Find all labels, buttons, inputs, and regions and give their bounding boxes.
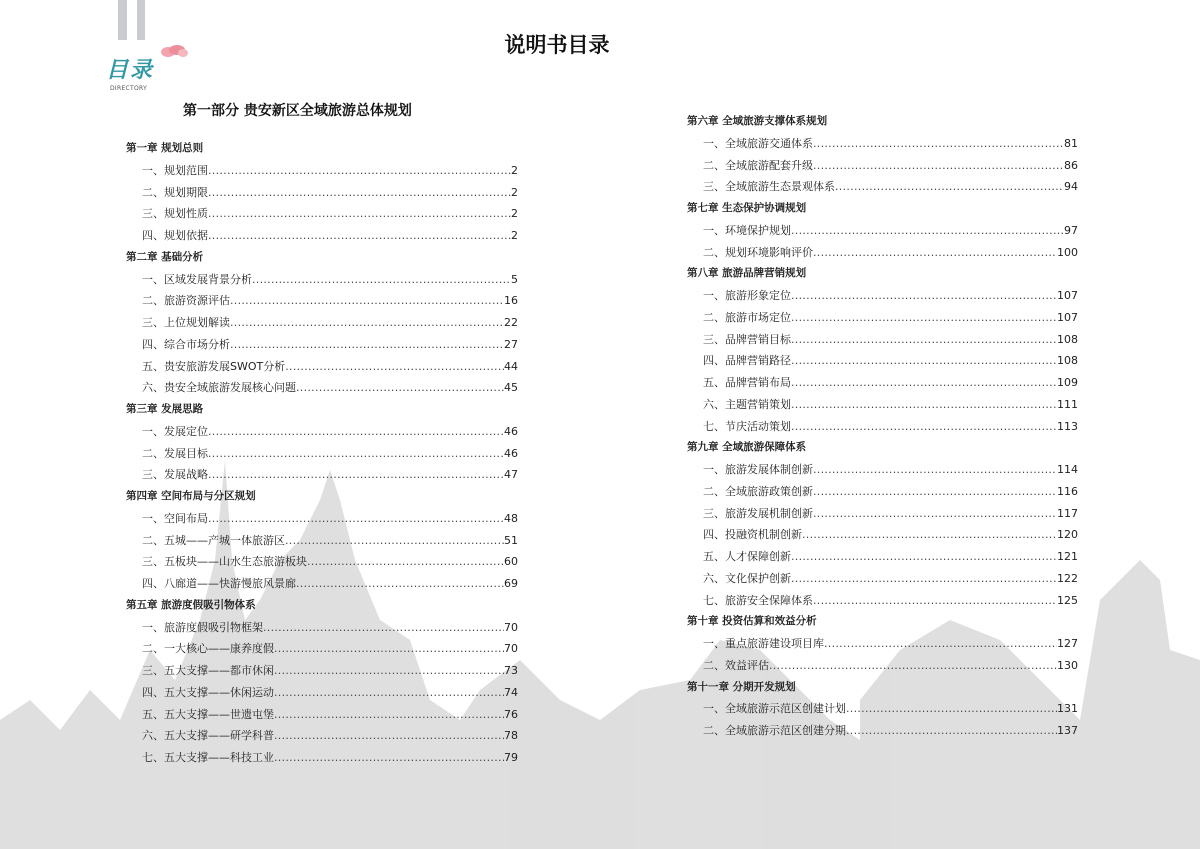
- cloud-icon: [158, 44, 188, 58]
- directory-logo: [106, 44, 196, 96]
- toc-page-number: 94: [1064, 180, 1078, 194]
- dot-leader: [791, 350, 1057, 372]
- page-title: 说明书目录: [504, 33, 610, 57]
- toc-entry-label: 一、全域旅游交通体系: [703, 136, 813, 150]
- toc-page-number: 78: [504, 729, 518, 743]
- dot-leader: [813, 481, 1057, 503]
- dot-leader: [274, 638, 504, 660]
- dot-leader: [824, 633, 1057, 655]
- toc-entry[interactable]: [687, 394, 1078, 416]
- dot-leader: [791, 416, 1057, 438]
- dot-leader: [813, 459, 1057, 481]
- dot-leader: [230, 334, 504, 356]
- toc-entry[interactable]: [687, 503, 1078, 525]
- toc-entry-label: 七、旅游安全保障体系: [703, 593, 813, 607]
- toc-entry[interactable]: [687, 133, 1078, 155]
- toc-page-number: 121: [1057, 550, 1078, 563]
- toc-entry[interactable]: [687, 329, 1078, 351]
- toc-page-number: 2: [511, 207, 518, 221]
- toc-entry-label: 五、五大支撑——世遗屯堡: [142, 707, 274, 721]
- toc-page-number: 81: [1064, 136, 1078, 150]
- toc-entry[interactable]: [126, 443, 518, 465]
- toc-entry[interactable]: [126, 182, 518, 204]
- toc-entry-label: 一、区域发展背景分析: [142, 272, 252, 286]
- chapter-heading[interactable]: 第九章 全域旅游保障体系: [687, 441, 807, 454]
- toc-entry-label: 三、五板块——山水生态旅游板块: [142, 555, 307, 569]
- toc-entry[interactable]: [687, 568, 1078, 590]
- dot-leader: [274, 747, 504, 769]
- dot-leader: [791, 329, 1057, 351]
- toc-entry[interactable]: [687, 155, 1078, 177]
- toc-page-number: 46: [504, 446, 518, 460]
- dot-leader: [285, 530, 504, 552]
- dot-leader: [296, 377, 504, 399]
- toc-page-number: 46: [504, 424, 518, 438]
- toc-entry[interactable]: [687, 698, 1078, 720]
- toc-entry-label: 四、八廊道——快游慢旅风景廊: [142, 577, 296, 590]
- toc-entry-label: 二、全域旅游示范区创建分期: [703, 724, 846, 737]
- toc-entry-label: 六、文化保护创新: [703, 571, 791, 585]
- toc-entry[interactable]: [687, 242, 1078, 264]
- toc-page-number: 2: [511, 229, 518, 242]
- toc-page-number: 76: [504, 707, 518, 721]
- toc-page-number: 109: [1057, 376, 1078, 389]
- dot-leader: [791, 220, 1064, 242]
- toc-entry-label: 一、旅游发展体制创新: [703, 463, 813, 476]
- dot-leader: [230, 290, 504, 312]
- dot-leader: [813, 503, 1057, 525]
- toc-entry[interactable]: [687, 633, 1078, 655]
- chapter-heading[interactable]: 第八章 旅游品牌营销规划: [687, 267, 807, 280]
- dot-leader: [208, 443, 504, 465]
- toc-entry[interactable]: [687, 285, 1078, 307]
- toc-page-number: 117: [1057, 506, 1078, 520]
- toc-page-number: 73: [504, 664, 518, 677]
- toc-entry[interactable]: [687, 307, 1078, 329]
- toc-entry[interactable]: [687, 372, 1078, 394]
- chapter-heading[interactable]: 第七章 生态保护协调规划: [687, 202, 807, 214]
- toc-entry[interactable]: [126, 269, 518, 291]
- dot-leader: [208, 160, 511, 182]
- dot-leader: [813, 155, 1064, 177]
- toc-page-number: 60: [504, 555, 518, 569]
- toc-entry-label: 一、空间布局: [142, 511, 208, 525]
- toc-entry-label: 六、主题营销策划: [703, 397, 791, 411]
- toc-entry[interactable]: [687, 220, 1078, 242]
- toc-entry[interactable]: [126, 573, 518, 595]
- toc-entry-label: 一、全域旅游示范区创建计划: [703, 702, 846, 716]
- toc-entry-label: 五、人才保障创新: [703, 550, 791, 563]
- toc-entry-label: 五、品牌营销布局: [703, 376, 791, 389]
- dot-leader: [769, 655, 1057, 677]
- toc-entry-label: 一、发展定位: [142, 424, 208, 438]
- toc-page-number: 69: [504, 577, 518, 590]
- toc-entry[interactable]: [126, 290, 518, 312]
- dot-leader: [274, 725, 504, 747]
- logo-text: 目录: [106, 57, 155, 83]
- toc-entry[interactable]: [126, 203, 518, 225]
- toc-entry[interactable]: [126, 508, 518, 530]
- toc-page-number: 2: [511, 185, 518, 199]
- toc-page-number: 5: [511, 272, 518, 286]
- dot-leader: [835, 176, 1064, 198]
- toc-page-number: 100: [1057, 245, 1078, 259]
- toc-entry[interactable]: [126, 725, 518, 747]
- toc-page-number: 114: [1057, 463, 1078, 476]
- dot-leader: [296, 573, 504, 595]
- toc-entry-label: 四、综合市场分析: [142, 337, 230, 351]
- toc-page-number: 113: [1057, 419, 1078, 433]
- toc-entry[interactable]: [126, 421, 518, 443]
- toc-entry-label: 七、五大支撑——科技工业: [142, 751, 274, 764]
- toc-page-number: 125: [1057, 593, 1078, 607]
- toc-page-number: 45: [504, 381, 518, 395]
- toc-right-column: [687, 111, 1078, 742]
- part-title: 第一部分 贵安新区全域旅游总体规划: [183, 103, 412, 119]
- dot-leader: [252, 269, 511, 291]
- toc-page-number: 122: [1057, 571, 1078, 585]
- toc-entry[interactable]: [126, 638, 518, 660]
- toc-entry[interactable]: [687, 416, 1078, 438]
- toc-page-number: 27: [504, 337, 518, 351]
- chapter-heading[interactable]: 第一章 规划总则: [126, 142, 204, 154]
- toc-entry-label: 二、一大核心——康养度假: [142, 642, 274, 656]
- toc-entry[interactable]: [126, 464, 518, 486]
- toc-page-number: 51: [504, 533, 518, 547]
- dot-leader: [813, 133, 1064, 155]
- dot-leader: [274, 704, 504, 726]
- toc-entry[interactable]: [126, 617, 518, 639]
- toc-page-number: 70: [504, 642, 518, 656]
- toc-entry-label: 二、旅游资源评估: [142, 294, 230, 308]
- toc-entry[interactable]: [126, 160, 518, 182]
- dot-leader: [791, 285, 1057, 307]
- dot-leader: [208, 182, 511, 204]
- chapter-heading[interactable]: 第三章 发展思路: [126, 403, 204, 415]
- toc-entry-label: 一、重点旅游建设项目库: [703, 637, 824, 650]
- toc-page-number: 116: [1057, 484, 1078, 498]
- toc-entry[interactable]: [126, 530, 518, 552]
- dot-leader: [263, 617, 504, 639]
- decor-bar: [118, 0, 127, 40]
- dot-leader: [208, 508, 504, 530]
- toc-entry[interactable]: [687, 524, 1078, 546]
- dot-leader: [208, 464, 504, 486]
- toc-entry[interactable]: [126, 682, 518, 704]
- dot-leader: [307, 551, 504, 573]
- toc-entry-label: 二、旅游市场定位: [703, 310, 791, 324]
- toc-entry-label: 七、节庆活动策划: [703, 419, 791, 433]
- toc-entry-label: 四、投融资机制创新: [703, 528, 802, 542]
- chapter-heading[interactable]: 第十一章 分期开发规划: [687, 680, 796, 693]
- toc-entry-label: 三、发展战略: [142, 468, 208, 482]
- toc-entry-label: 一、旅游形象定位: [703, 289, 791, 302]
- toc-page-number: 111: [1057, 397, 1078, 411]
- toc-entry-label: 三、规划性质: [142, 207, 208, 221]
- chapter-heading[interactable]: 第二章 基础分析: [126, 250, 204, 263]
- toc-page-number: 48: [504, 511, 518, 525]
- toc-entry-label: 三、全域旅游生态景观体系: [703, 180, 835, 194]
- toc-page-number: 16: [504, 294, 518, 308]
- toc-entry[interactable]: [126, 312, 518, 334]
- toc-entry[interactable]: [126, 660, 518, 682]
- dot-leader: [846, 698, 1057, 720]
- chapter-heading[interactable]: 第十章 投资估算和效益分析: [687, 615, 817, 628]
- toc-entry[interactable]: [687, 350, 1078, 372]
- dot-leader: [791, 546, 1057, 568]
- toc-entry-label: 二、五城——产城一体旅游区: [142, 533, 285, 547]
- chapter-heading[interactable]: 第五章 旅游度假吸引物体系: [126, 598, 256, 611]
- toc-entry-label: 二、发展目标: [142, 446, 208, 460]
- dot-leader: [813, 590, 1057, 612]
- toc-entry-label: 五、贵安旅游发展SWOT分析: [142, 359, 286, 373]
- toc-page-number: 97: [1064, 223, 1078, 237]
- dot-leader: [802, 524, 1057, 546]
- logo-subtitle: DIRECTORY: [110, 85, 148, 92]
- toc-page-number: 137: [1057, 724, 1078, 737]
- toc-entry-label: 二、规划环境影响评价: [703, 245, 813, 259]
- dot-leader: [285, 356, 504, 378]
- toc-entry[interactable]: [126, 747, 518, 769]
- toc-entry[interactable]: [126, 377, 518, 399]
- toc-page-number: 2: [511, 163, 518, 177]
- toc-entry[interactable]: [126, 551, 518, 573]
- dot-leader: [846, 720, 1057, 742]
- toc-page-number: 108: [1057, 332, 1078, 346]
- toc-left-column: [126, 138, 518, 769]
- toc-entry-label: 六、贵安全域旅游发展核心问题: [142, 381, 296, 395]
- toc-entry[interactable]: [687, 481, 1078, 503]
- dot-leader: [813, 242, 1057, 264]
- toc-entry-label: 三、品牌营销目标: [703, 332, 791, 346]
- toc-page-number: 86: [1064, 158, 1078, 172]
- toc-entry-label: 一、规划范围: [142, 163, 208, 177]
- toc-entry[interactable]: [687, 459, 1078, 481]
- toc-page-number: 79: [504, 751, 518, 764]
- toc-entry[interactable]: [126, 334, 518, 356]
- dot-leader: [791, 394, 1057, 416]
- toc-entry-label: 四、五大支撑——休闲运动: [142, 685, 274, 699]
- dot-leader: [230, 312, 504, 334]
- dot-leader: [274, 682, 504, 704]
- toc-page-number: 108: [1057, 354, 1078, 368]
- dot-leader: [791, 568, 1057, 590]
- toc-entry-label: 二、全域旅游政策创新: [703, 484, 813, 498]
- toc-entry[interactable]: [687, 176, 1078, 198]
- toc-entry[interactable]: [687, 720, 1078, 742]
- toc-entry-label: 三、五大支撑——都市休闲: [142, 664, 274, 677]
- toc-page-number: 131: [1057, 702, 1078, 716]
- toc-entry-label: 三、旅游发展机制创新: [703, 506, 813, 520]
- toc-page-number: 107: [1057, 289, 1078, 302]
- dot-leader: [208, 203, 511, 225]
- toc-entry-label: 六、五大支撑——研学科普: [142, 729, 274, 743]
- toc-entry[interactable]: [687, 655, 1078, 677]
- toc-page-number: 74: [504, 685, 518, 699]
- toc-page-number: 107: [1057, 310, 1078, 324]
- chapter-heading[interactable]: 第四章 空间布局与分区规划: [126, 490, 256, 502]
- toc-page-number: 44: [504, 359, 518, 373]
- toc-entry[interactable]: [126, 356, 518, 378]
- toc-entry-label: 一、旅游度假吸引物框架: [142, 620, 263, 634]
- toc-page-number: 120: [1057, 528, 1078, 542]
- toc-entry[interactable]: [687, 590, 1078, 612]
- dot-leader: [208, 421, 504, 443]
- toc-page-number: 130: [1057, 658, 1078, 672]
- toc-page-number: 22: [504, 316, 518, 329]
- toc-entry-label: 二、规划期限: [142, 185, 208, 199]
- toc-entry-label: 三、上位规划解读: [142, 316, 230, 329]
- toc-entry[interactable]: [126, 225, 518, 247]
- toc-entry[interactable]: [687, 546, 1078, 568]
- decor-bar: [137, 0, 145, 40]
- toc-page-number: 70: [504, 620, 518, 634]
- dot-leader: [791, 372, 1057, 394]
- toc-page-number: 127: [1057, 637, 1078, 650]
- toc-entry-label: 四、品牌营销路径: [703, 354, 791, 368]
- dot-leader: [791, 307, 1057, 329]
- dot-leader: [274, 660, 504, 682]
- toc-entry[interactable]: [126, 704, 518, 726]
- chapter-heading[interactable]: 第六章 全域旅游支撑体系规划: [687, 115, 828, 127]
- toc-entry-label: 一、环境保护规划: [703, 223, 791, 237]
- toc-entry-label: 四、规划依据: [142, 229, 208, 242]
- toc-entry-label: 二、效益评估: [703, 658, 769, 672]
- dot-leader: [208, 225, 511, 247]
- toc-entry-label: 二、全域旅游配套升级: [703, 158, 813, 172]
- toc-page-number: 47: [504, 468, 518, 482]
